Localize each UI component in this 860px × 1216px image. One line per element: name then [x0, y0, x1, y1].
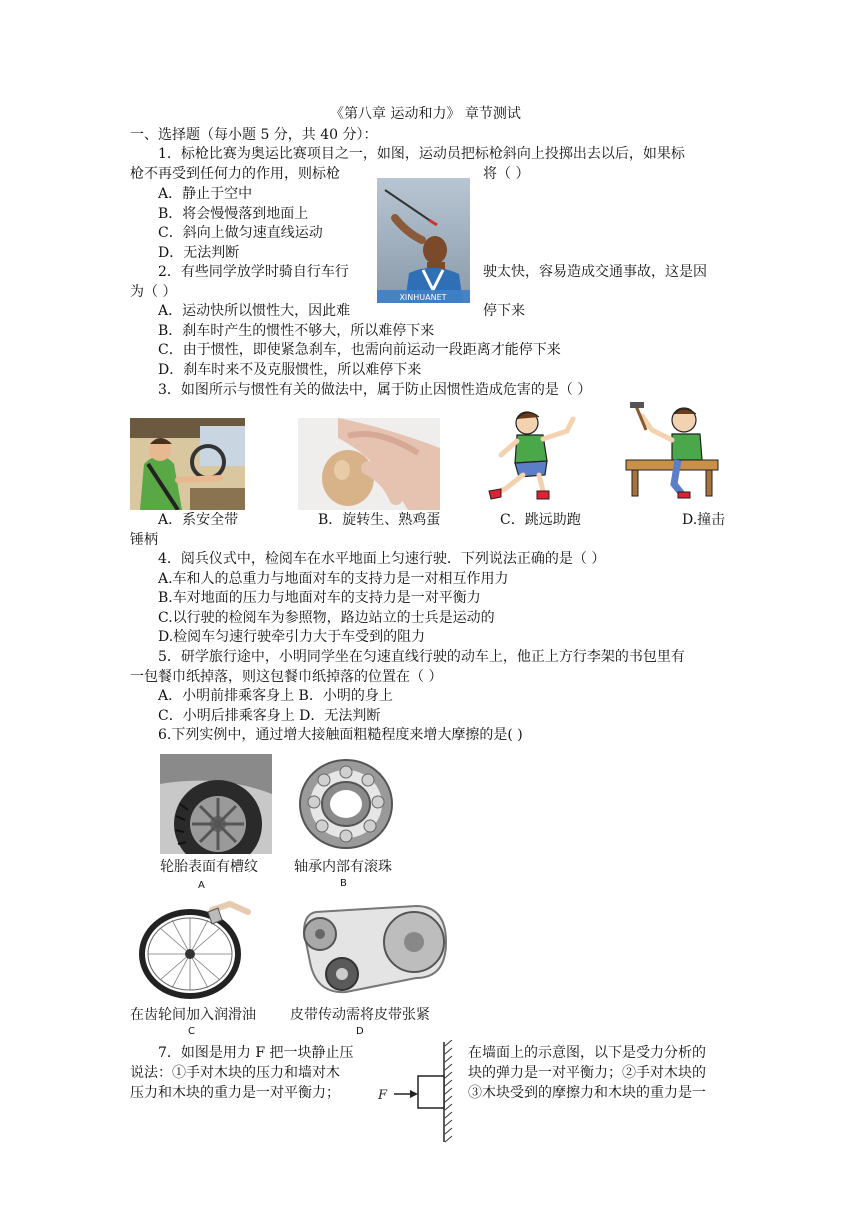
q2-option-c: C．由于惯性，即使紧急刹车，也需向前运动一段距离才能停下来	[158, 342, 561, 358]
force-wall-diagram	[372, 1040, 462, 1144]
q3-option-c: C．跳远助跑	[500, 512, 581, 528]
q7-line3b: ③木块受到的摩擦力和木块的重力是一	[468, 1085, 706, 1101]
q4-option-d: D.检阅车匀速行驶牵引力大于车受到的阻力	[158, 629, 426, 645]
javelin-athlete-image	[377, 178, 470, 303]
q1-option-b: B．将会慢慢落到地面上	[158, 206, 309, 222]
q6-caption-b: 轴承内部有滚珠	[294, 859, 392, 875]
q4-option-b: B.车对地面的压力与地面对车的支持力是一对平衡力	[158, 590, 481, 606]
hammer-handle-image	[622, 398, 722, 500]
page-title: 《第八章 运动和力》 章节测试	[330, 106, 521, 122]
ball-bearing-image	[294, 754, 398, 852]
seatbelt-image	[130, 418, 245, 510]
q1-line2b: 将（ ）	[483, 166, 530, 182]
force-label: F	[378, 1088, 388, 1103]
long-jump-run-image	[487, 405, 579, 505]
q2-line1b: 驶太快，容易造成交通事故，这是因	[483, 264, 707, 280]
q3-option-d: D.撞击	[682, 512, 726, 528]
watermark-text: XINHUANET	[399, 293, 447, 302]
q6-letter-d: D	[356, 1026, 364, 1037]
q6-caption-c: 在齿轮间加入润滑油	[130, 1007, 256, 1023]
q7-line1b: 在墙面上的示意图，以下是受力分析的	[468, 1045, 706, 1061]
q6-caption-d: 皮带传动需将皮带张紧	[290, 1007, 430, 1023]
q5-options-cd: C．小明后排乘客身上 D．无法判断	[158, 708, 381, 724]
q3-option-b: B．旋转生、熟鸡蛋	[318, 512, 441, 528]
section-heading: 一、选择题（每小题 5 分，共 40 分）：	[130, 127, 378, 143]
q6-letter-b: B	[340, 878, 347, 889]
q7-line3a: 压力和木块的重力是一对平衡力；	[130, 1085, 340, 1101]
q1-option-a: A．静止于空中	[158, 186, 253, 202]
bicycle-wheel-oil-image	[138, 900, 256, 1000]
q7-line2a: 说法：①手对木块的压力和墙对木	[130, 1065, 340, 1081]
q4-option-a: A.车和人的总重力与地面对车的支持力是一对相互作用力	[158, 571, 509, 587]
q2-option-b: B．刹车时产生的惯性不够大，所以难停下来	[158, 323, 435, 339]
q1-option-d: D．无法判断	[158, 245, 240, 261]
q6-letter-c: C	[188, 1026, 195, 1037]
q1-line1: 1．标枪比赛为奥运比赛项目之一，如图，运动员把标枪斜向上投掷出去以后，如果标	[158, 146, 685, 162]
q2-line2: 为（ ）	[130, 284, 177, 300]
q1-option-c: C．斜向上做匀速直线运动	[158, 225, 323, 241]
q7-line2b: 块的弹力是一对平衡力；②手对木块的	[468, 1065, 706, 1081]
q4-option-c: C.以行驶的检阅车为参照物，路边站立的士兵是运动的	[158, 610, 495, 626]
q5-line1: 5．研学旅行途中，小明同学坐在匀速直线行驶的动车上，他正上方行李架的书包里有	[158, 649, 685, 665]
q3-line1: 3．如图所示与惯性有关的做法中，属于防止因惯性造成危害的是（ ）	[158, 382, 592, 398]
tire-tread-image	[160, 754, 272, 854]
egg-spinning-image	[298, 418, 440, 510]
q2-line1a: 2．有些同学放学时骑自行车行	[158, 264, 349, 280]
q2-option-a-end: 停下来	[483, 303, 525, 319]
q6-line1: 6.下列实例中，通过增大接触面粗糙程度来增大摩擦的是( )	[158, 727, 523, 743]
q3-option-a: A．系安全带	[158, 512, 239, 528]
q2-option-a: A．运动快所以惯性大，因此难	[158, 303, 351, 319]
q5-line2: 一包餐巾纸掉落，则这包餐巾纸掉落的位置在（ ）	[130, 669, 443, 685]
q4-line1: 4．阅兵仪式中，检阅车在水平地面上匀速行驶．下列说法正确的是（ ）	[158, 551, 606, 567]
q6-letter-a: A	[198, 880, 205, 891]
q5-options-ab: A．小明前排乘客身上 B．小明的身上	[158, 688, 393, 704]
q3-option-d-cont: 锤柄	[130, 532, 158, 548]
belt-drive-image	[286, 902, 450, 1000]
q1-line2a: 枪不再受到任何力的作用，则标枪	[130, 166, 340, 182]
q7-line1a: 7．如图是用力 F 把一块静止压	[158, 1045, 354, 1061]
q6-caption-a: 轮胎表面有槽纹	[160, 859, 258, 875]
q2-option-d: D．刹车时来不及克服惯性，所以难停下来	[158, 362, 422, 378]
